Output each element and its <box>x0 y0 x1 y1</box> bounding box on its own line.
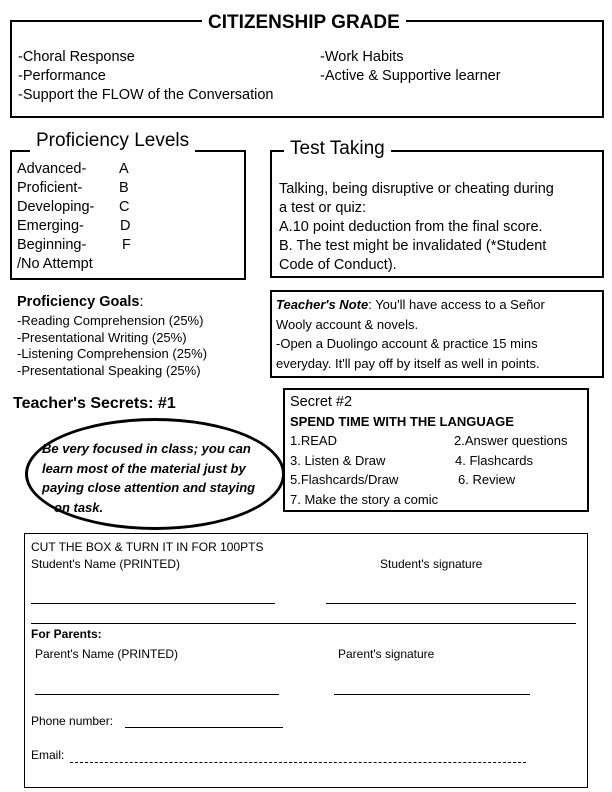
citizenship-item: -Work Habits <box>320 49 404 65</box>
teacher-note-line: everyday. It'll pay off by itself as well in points. <box>276 355 540 371</box>
test-taking-text <box>279 180 554 275</box>
proficiency-level-names <box>17 160 94 274</box>
goal-item: -Presentational Speaking (25%) <box>17 362 201 378</box>
secret2-item: 3. Listen & Draw <box>290 452 386 468</box>
secret2-heading: SPEND TIME WITH THE LANGUAGE <box>290 414 514 429</box>
proficiency-goals-title <box>17 293 144 312</box>
no-attempt: /No Attempt <box>17 256 93 272</box>
for-parents-label: For Parents: <box>31 627 102 641</box>
secret2-item: 7. Make the story a comic <box>290 491 439 507</box>
secret1-line: Be very focused in class; you can <box>42 441 251 456</box>
student-name-label: Student's Name (PRINTED) <box>31 557 180 571</box>
citizenship-right-list <box>320 48 501 86</box>
level-grade: D <box>120 218 131 234</box>
secret2-item: 4. Flashcards <box>455 452 534 468</box>
secret2-item: 5.Flashcards/Draw <box>290 472 399 487</box>
cut-instruction: CUT THE BOX & TURN IT IN FOR 100PTS <box>31 540 264 554</box>
parent-signature-label: Parent's signature <box>338 647 435 661</box>
secret1-text <box>42 439 255 517</box>
test-taking-title: Test Taking <box>284 137 391 161</box>
goals-title-colon: : <box>139 294 144 310</box>
secret2-col-right <box>454 431 567 490</box>
citizenship-item: -Support the FLOW of the Conversation <box>18 87 274 103</box>
level-name: Proficient- <box>17 180 83 196</box>
student-name-line[interactable] <box>31 603 275 604</box>
teacher-note-line: -Open a Duolingo account & practice 15 mins <box>276 336 538 351</box>
parent-name-label: Parent's Name (PRINTED) <box>35 647 178 661</box>
goal-item: -Listening Comprehension (25%) <box>17 346 208 361</box>
goal-item: -Reading Comprehension (25%) <box>17 313 204 328</box>
level-grade: C <box>119 199 130 215</box>
level-name: Developing- <box>17 199 95 215</box>
teacher-note-first-line <box>276 295 545 315</box>
secret2-title: Secret #2 <box>290 394 353 410</box>
test-taking-line: B. The test might be invalidated (*Student <box>279 238 547 254</box>
level-name: Emerging- <box>17 218 84 234</box>
student-signature-line[interactable] <box>326 603 576 604</box>
proficiency-level-grades <box>119 160 131 255</box>
level-grade: A <box>119 161 129 177</box>
goal-item: -Presentational Writing (25%) <box>17 329 187 345</box>
citizenship-item: -Choral Response <box>18 49 135 65</box>
teacher-note-line: : You'll have access to a Señor <box>368 297 545 312</box>
test-taking-line: Talking, being disruptive or cheating during <box>279 181 554 197</box>
citizenship-item: -Active & Supportive learner <box>320 68 501 84</box>
separator-line <box>31 623 576 624</box>
secret1-line: paying close attention and staying <box>42 480 256 495</box>
parent-name-line[interactable] <box>35 694 279 695</box>
student-signature-label: Student's signature <box>380 557 483 571</box>
parent-signature-line[interactable] <box>334 694 530 695</box>
teacher-note-text <box>276 295 545 373</box>
email-input-line[interactable] <box>70 762 526 763</box>
test-taking-line: A.10 point deduction from the final score. <box>279 219 543 235</box>
proficiency-levels-title: Proficiency Levels <box>30 129 195 153</box>
secret1-line: learn most of the material just by <box>42 460 246 476</box>
level-grade: B <box>119 180 129 196</box>
secret2-item: 6. Review <box>458 472 516 487</box>
teacher-note-line: Wooly account & novels. <box>276 316 419 332</box>
teacher-secrets-title: Teacher's Secrets: #1 <box>13 395 176 412</box>
secret1-line: on task. <box>54 499 104 515</box>
citizenship-title: CITIZENSHIP GRADE <box>202 12 406 34</box>
citizenship-left-list <box>18 48 274 105</box>
secret2-item: 2.Answer questions <box>454 433 568 448</box>
goals-title-text: Proficiency Goals <box>17 294 140 310</box>
proficiency-goals-list <box>17 313 207 379</box>
citizenship-item: -Performance <box>18 68 106 84</box>
secret2-item: 1.READ <box>290 433 337 448</box>
phone-input-line[interactable] <box>125 727 283 728</box>
level-name: Beginning- <box>17 237 87 253</box>
teacher-note-label: Teacher's Note <box>276 297 369 312</box>
email-label: Email: <box>31 748 65 762</box>
test-taking-line: a test or quiz: <box>279 200 367 216</box>
phone-label: Phone number: <box>31 714 114 728</box>
level-name: Advanced- <box>17 161 87 177</box>
level-grade: F <box>122 237 131 253</box>
secret2-col-left <box>290 431 438 509</box>
test-taking-line: Code of Conduct). <box>279 257 397 273</box>
